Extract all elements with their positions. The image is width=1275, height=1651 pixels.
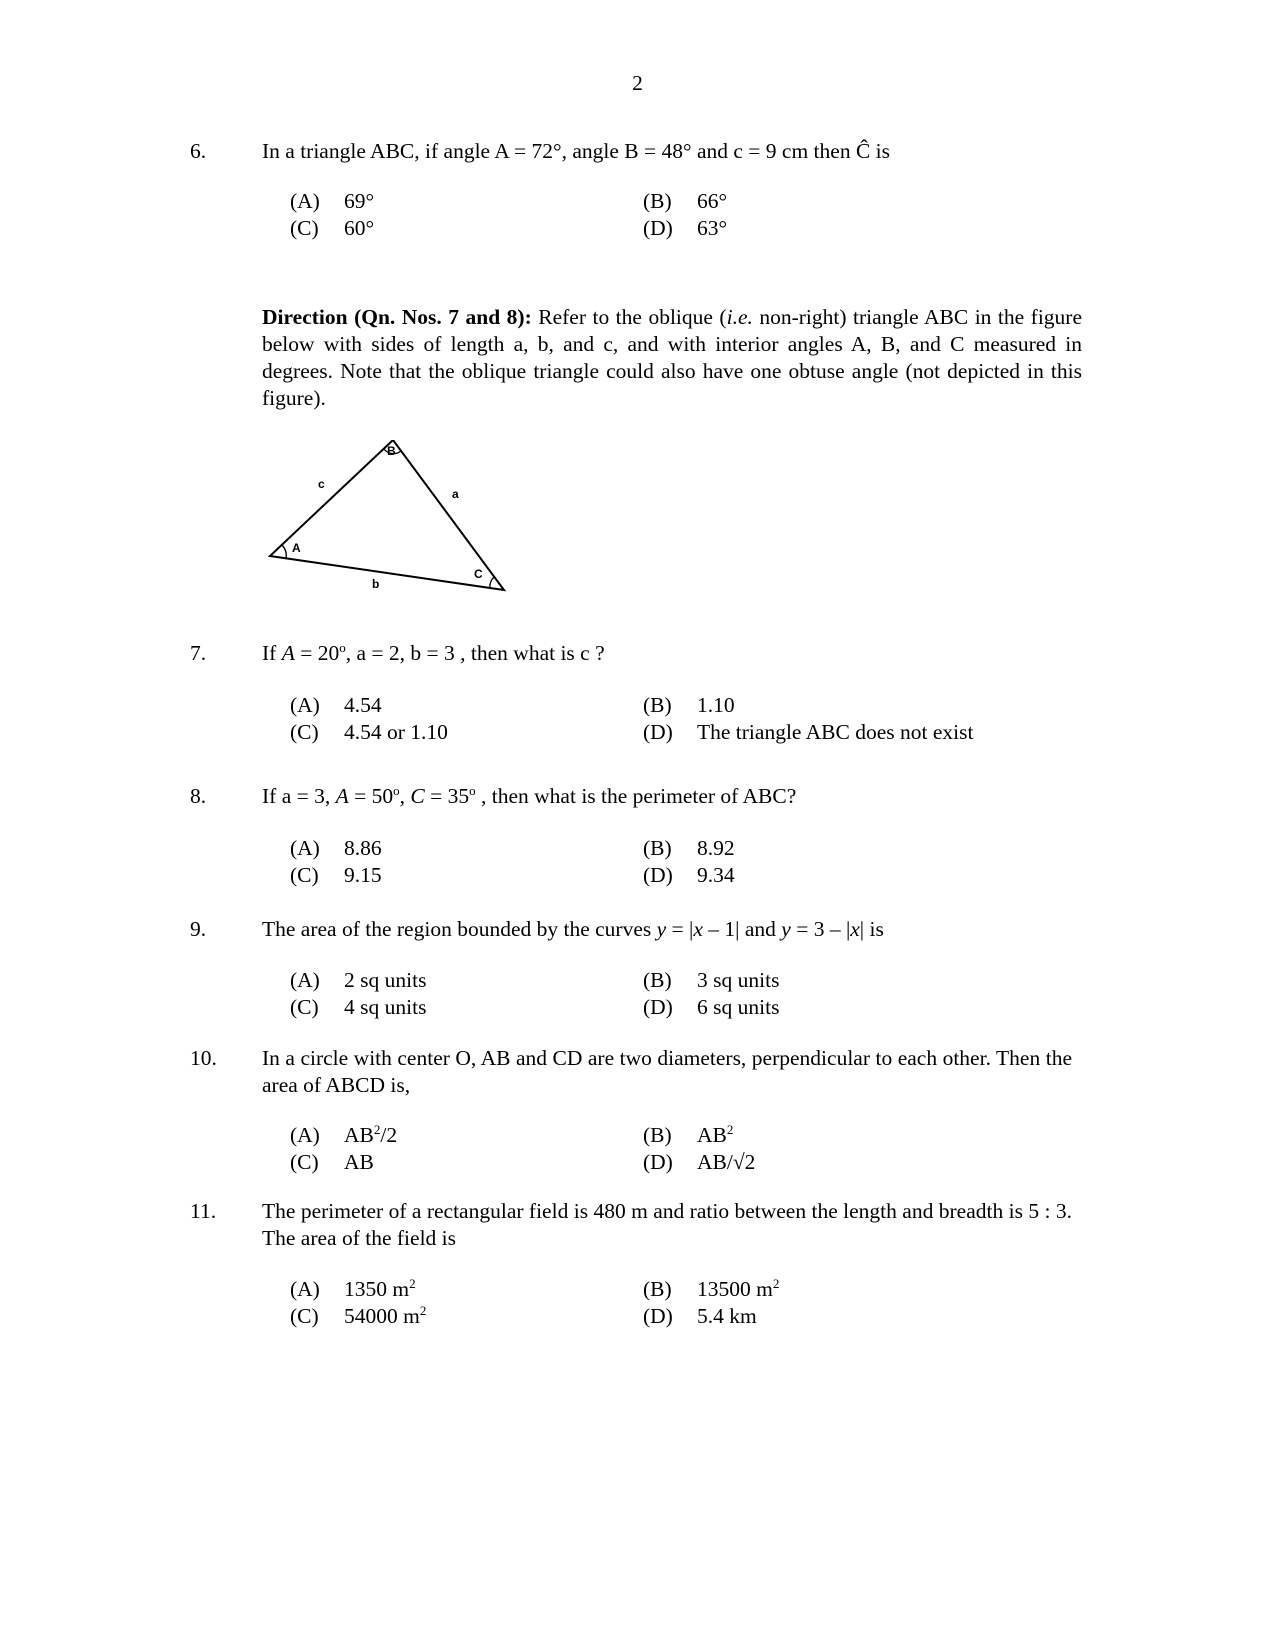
question-text: In a circle with center O, AB and CD are two diameters, perpendicular to each other. Then the area of ABCD is,: [262, 1046, 1072, 1097]
question-number: 9.: [190, 917, 207, 941]
option-c[interactable]: (C) 4.54 or 1.10: [290, 720, 448, 744]
triangle-figure: [268, 440, 528, 610]
question-text: If a = 3, $A = 50^o$, $C = 35^o$ , then what is the perimeter of ABC?: [262, 783, 797, 808]
direction-heading: Direction (Qn. Nos. 7 and 8):: [262, 305, 532, 329]
option-c[interactable]: (C) 4 sq units: [290, 995, 427, 1019]
vertex-a-label: A: [292, 541, 301, 555]
triangle-outline: [270, 440, 504, 590]
option-a[interactable]: (A) 1350 $m^2$: [290, 1276, 416, 1301]
option-a[interactable]: (A) 2 sq units: [290, 968, 427, 992]
question-number: 7.: [190, 641, 207, 665]
page-number: 2: [632, 71, 643, 95]
option-c[interactable]: (C) 9.15: [290, 863, 382, 887]
option-b[interactable]: (B) $AB^2$: [643, 1122, 734, 1147]
question-text: The perimeter of a rectangular field is 480 m and ratio between the length and breadth is 5 : 3. The area of the field is: [262, 1199, 1072, 1250]
side-a-label: a: [452, 487, 459, 501]
option-b[interactable]: (B) 8.92: [643, 836, 735, 860]
option-d[interactable]: (D) 5.4 km: [643, 1304, 757, 1328]
option-c[interactable]: (C) 54000 $m^2$: [290, 1303, 427, 1328]
question-number: 11.: [190, 1199, 217, 1223]
question-text: In a triangle ABC, if angle A = 72°, angle B = 48° and c = 9 cm then Ĉ is: [262, 139, 891, 163]
question-number: 10.: [190, 1046, 217, 1070]
question-number: 8.: [190, 784, 207, 808]
option-a[interactable]: (A) 4.54: [290, 693, 382, 717]
option-d[interactable]: (D) 6 sq units: [643, 995, 780, 1019]
option-d[interactable]: (D) 63°: [643, 216, 728, 240]
option-a[interactable]: (A) 8.86: [290, 836, 382, 860]
option-c[interactable]: (C) AB: [290, 1150, 374, 1174]
option-b[interactable]: (B) 13500 $m^2$: [643, 1276, 780, 1301]
option-c[interactable]: (C) 60°: [290, 216, 375, 240]
option-d[interactable]: (D) 9.34: [643, 863, 735, 887]
option-b[interactable]: (B) 1.10: [643, 693, 735, 717]
option-d[interactable]: (D) AB/√2: [643, 1150, 756, 1174]
vertex-b-label: B: [387, 444, 396, 458]
question-text: The area of the region bounded by the curves y = |x – 1| and y = 3 – |x| is: [262, 917, 884, 941]
side-c-label: c: [318, 477, 325, 491]
question-number: 6.: [190, 139, 207, 163]
angle-c-arc: [490, 577, 494, 589]
question-text: If $A = 20^o$, a = 2, b = 3 , then what is c ?: [262, 640, 605, 665]
option-b[interactable]: (B) 3 sq units: [643, 968, 780, 992]
side-b-label: b: [372, 577, 380, 591]
option-a[interactable]: (A) 69°: [290, 189, 375, 213]
direction-paragraph: Direction (Qn. Nos. 7 and 8): Refer to the oblique (i.e. non-right) triangle ABC in the figure below with sides of length a, b, and c, and with interior angles A, B, and C measured in degrees. Note that the oblique triangle could also have one obtuse angle (not depicted in this figure).: [262, 305, 1082, 410]
option-a[interactable]: (A) $AB^2/2$: [290, 1122, 398, 1147]
option-d[interactable]: (D) The triangle ABC does not exist: [643, 720, 974, 744]
vertex-c-label: C: [474, 567, 483, 581]
option-b[interactable]: (B) 66°: [643, 189, 728, 213]
